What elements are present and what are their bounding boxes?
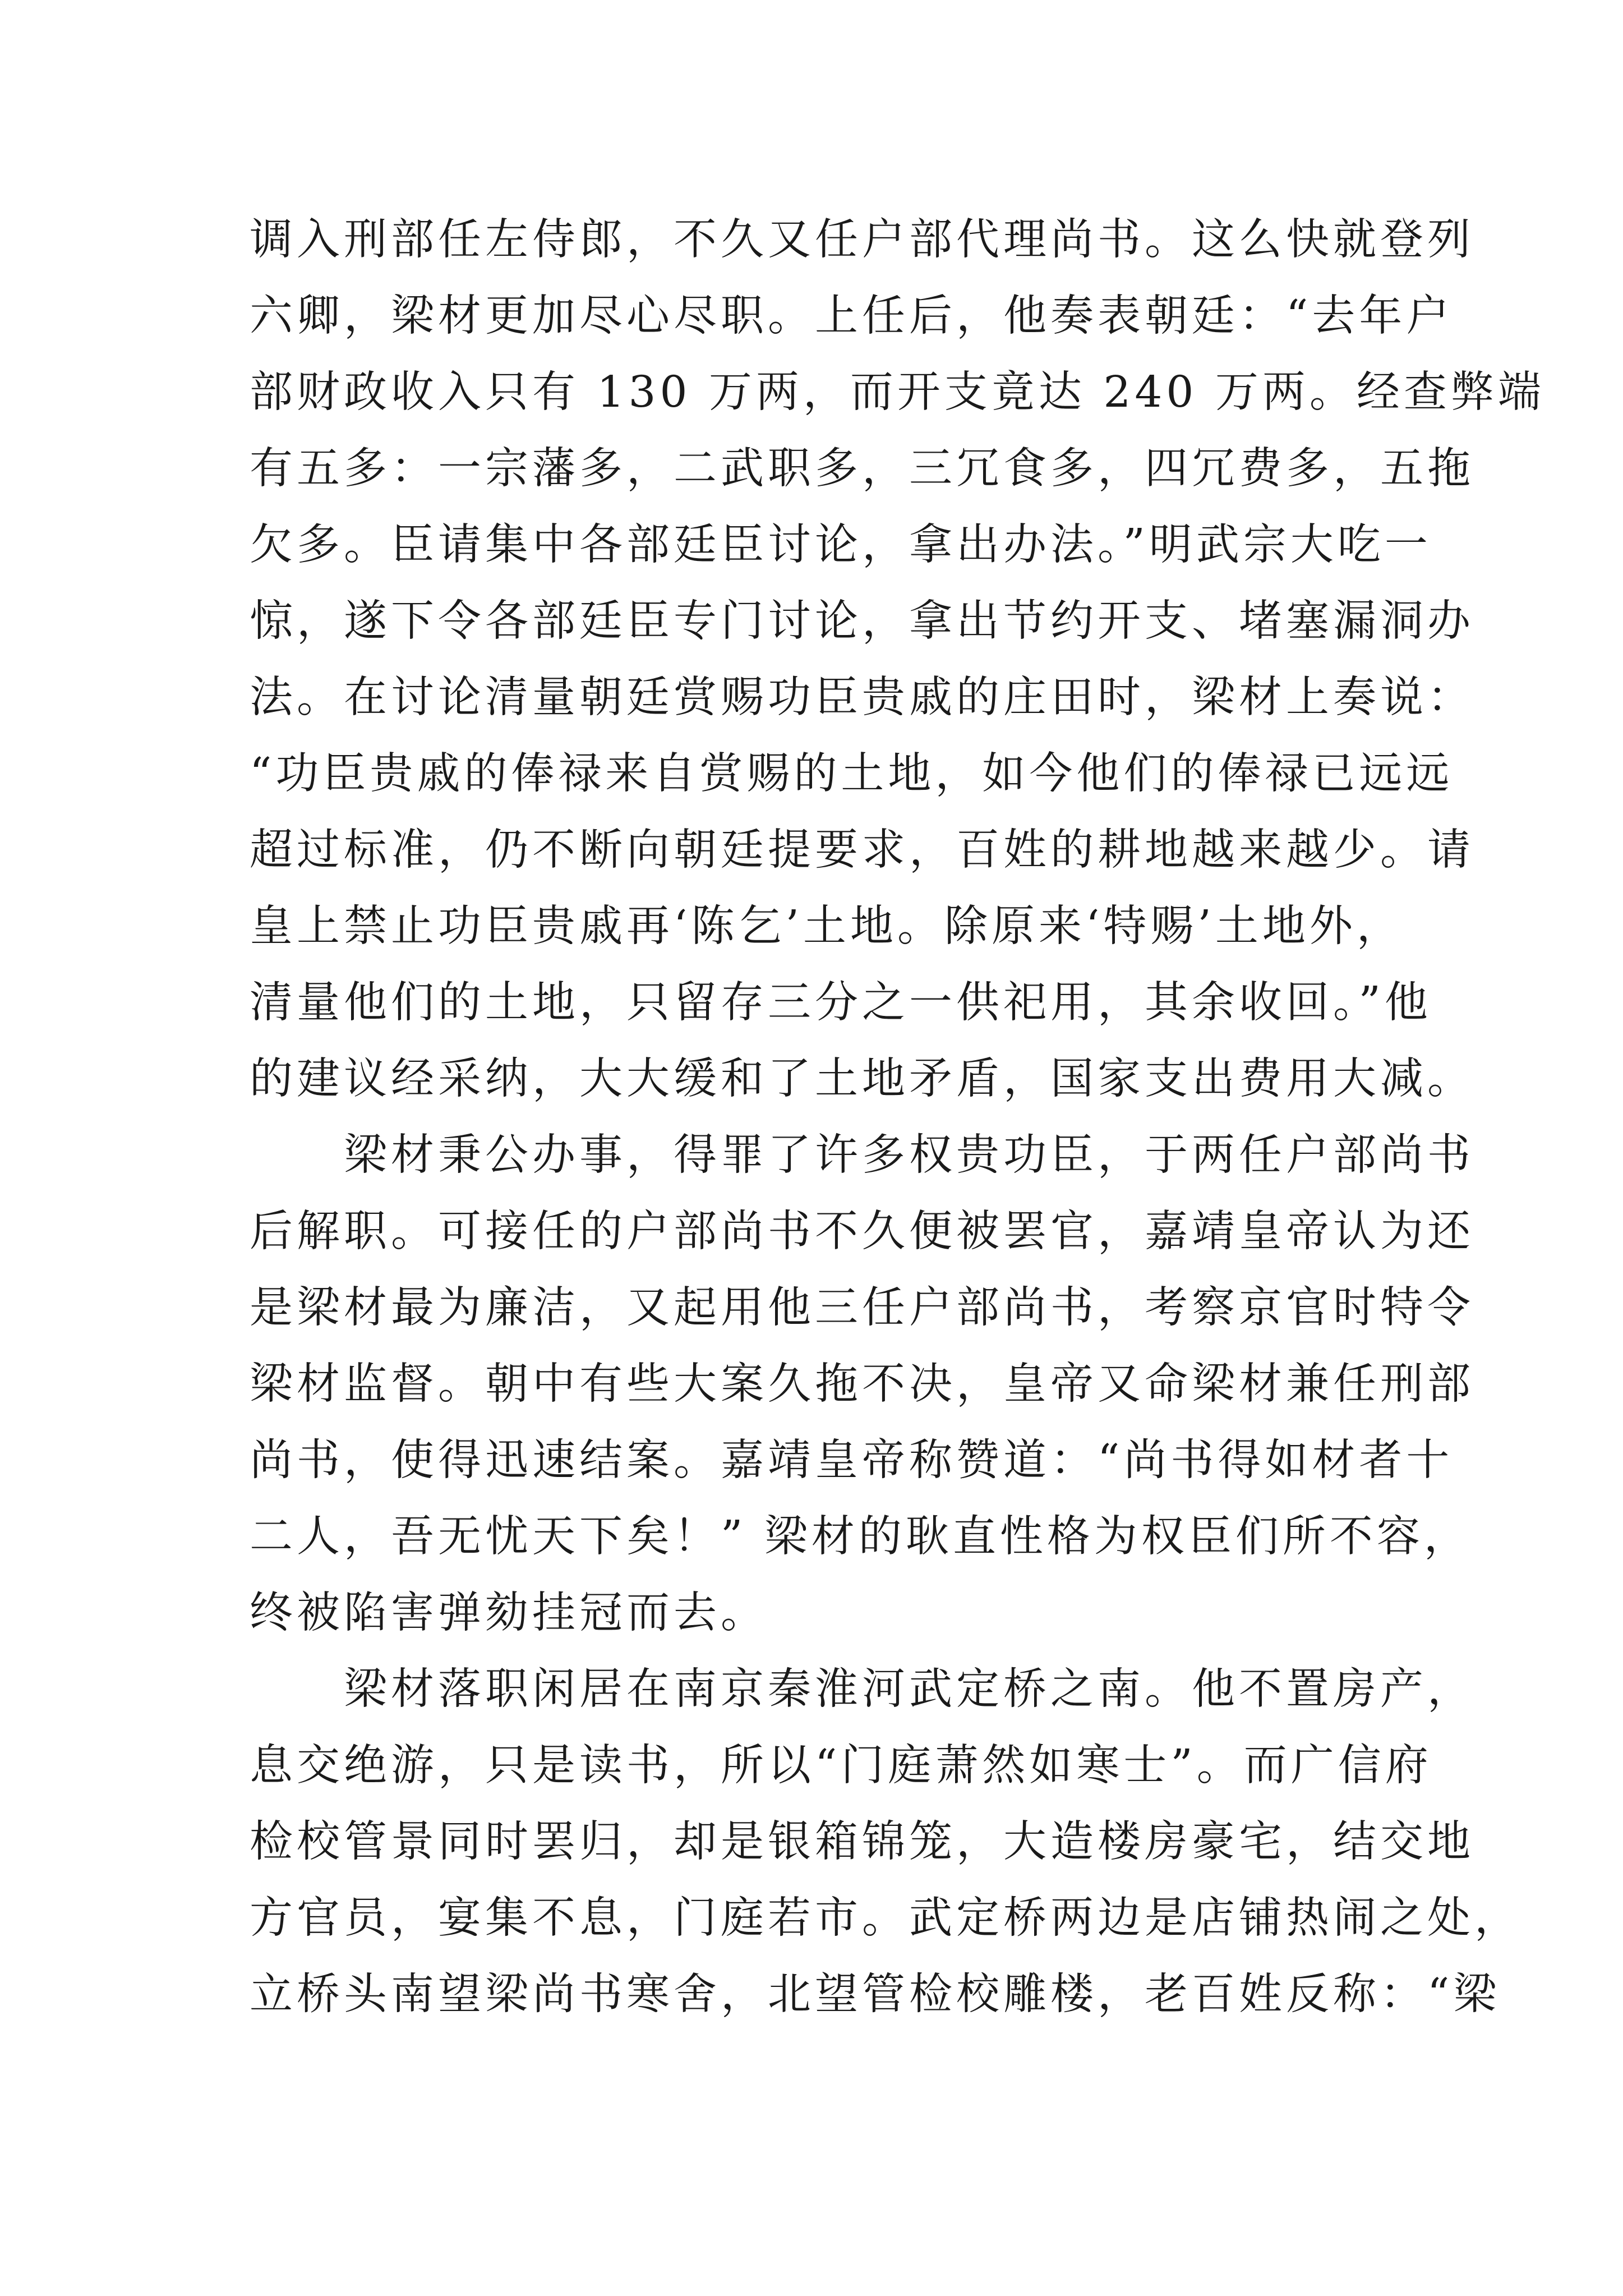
body-text bbox=[250, 202, 1545, 2033]
text-line: 惊，遂下令各部廷臣专门讨论，拿出节约开支、堵塞漏洞办 bbox=[250, 596, 1474, 646]
text-line: 梁材监督。朝中有些大案久拖不决，皇帝又命梁材兼任刑部 bbox=[250, 1359, 1474, 1409]
paragraph-first-line: 梁材秉公办事，得罪了许多权贵功臣，于两任户部尚书 bbox=[250, 1130, 1474, 1180]
text-line: 二人，吾无忧天下矣！” 梁材的耿直性格为权臣们所不容， bbox=[250, 1512, 1471, 1562]
text-line: 法。在讨论清量朝廷赏赐功臣贵戚的庄田时，梁材上奏说： bbox=[250, 673, 1474, 723]
text-line: 的建议经采纳，大大缓和了土地矛盾，国家支出费用大减。 bbox=[250, 1054, 1474, 1104]
text-line: 后解职。可接任的户部尚书不久便被罢官，嘉靖皇帝认为还 bbox=[250, 1207, 1474, 1257]
text-line: 终被陷害弹劾挂冠而去。 bbox=[250, 1588, 768, 1638]
text-line: 超过标准，仍不断向朝廷提要求，百姓的耕地越来越少。请 bbox=[250, 825, 1474, 875]
text-line: 皇上禁止功臣贵戚再‘陈乞’土地。除原来‘特赐’土地外， bbox=[250, 901, 1404, 951]
text-line: 是梁材最为廉洁，又起用他三任户部尚书，考察京官时特令 bbox=[250, 1283, 1474, 1333]
text-line: 尚书，使得迅速结案。嘉靖皇帝称赞道：“尚书得如材者十 bbox=[250, 1435, 1454, 1485]
text-line: 息交绝游，只是读书，所以“门庭萧然如寒士”。而广信府 bbox=[250, 1741, 1432, 1791]
text-line: 欠多。臣请集中各部廷臣讨论，拿出办法。”明武宗大吃一 bbox=[250, 520, 1432, 570]
text-line: 六卿，梁材更加尽心尽职。上任后，他奏表朝廷：“去年户 bbox=[250, 291, 1454, 341]
text-line: 调入刑部任左侍郎，不久又任户部代理尚书。这么快就登列 bbox=[250, 215, 1474, 265]
text-line: 立桥头南望梁尚书寒舍，北望管检校雕楼，老百姓反称：“梁 bbox=[250, 1970, 1501, 2019]
paragraph-first-line: 梁材落职闲居在南京秦淮河武定桥之南。他不置房产， bbox=[250, 1664, 1474, 1714]
text-line: 清量他们的土地，只留存三分之一供祀用，其余收回。”他 bbox=[250, 978, 1432, 1028]
text-line: 部财政收入只有 130 万两，而开支竟达 240 万两。经查弊端 bbox=[250, 367, 1545, 417]
text-line: 有五多：一宗藩多，二武职多，三冗食多，四冗费多，五拖 bbox=[250, 444, 1474, 494]
text-line: “功臣贵戚的俸禄来自赏赐的土地，如今他们的俸禄已远远 bbox=[250, 749, 1454, 799]
text-line: 方官员，宴集不息，门庭若市。武定桥两边是店铺热闹之处， bbox=[250, 1893, 1521, 1943]
text-line: 检校管景同时罢归，却是银箱锦笼，大造楼房豪宅，结交地 bbox=[250, 1817, 1474, 1867]
